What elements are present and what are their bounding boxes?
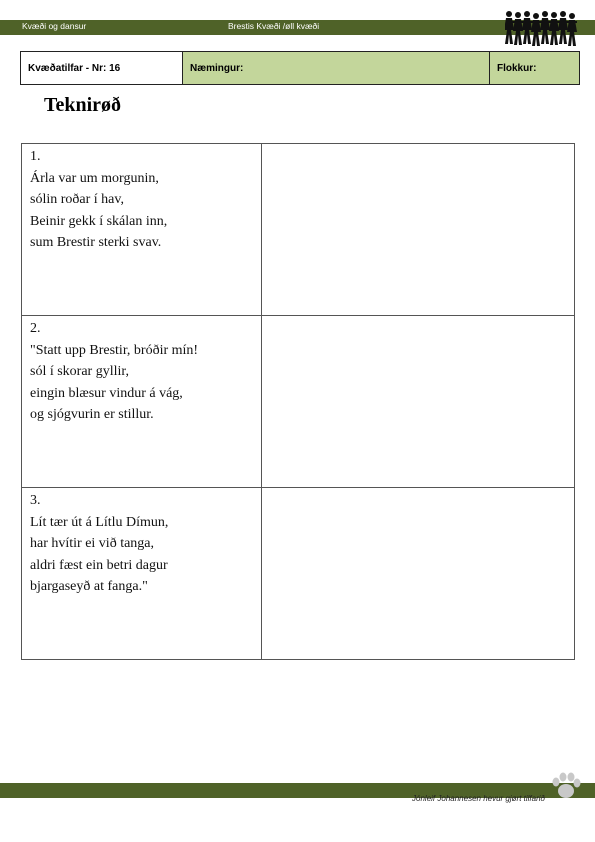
verse-number: 1.: [30, 149, 41, 164]
header-left-text: Kvæði og dansur: [22, 21, 87, 31]
verse-text-cell: [22, 316, 262, 488]
exercise-number-label: Kvæðatilfar - Nr: 16: [21, 52, 183, 84]
verse-line: Árla var um morgunin,: [30, 170, 159, 186]
footer-credit: Jónleif Johannesen hevur gjørt tilfarið: [412, 794, 545, 803]
verse-line: og sjógvurin er stillur.: [30, 407, 154, 422]
page-title: Teknirøð: [44, 94, 122, 116]
verse-line: sum Brestir sterki svav.: [30, 235, 162, 250]
student-name-field[interactable]: Næmingur:: [183, 52, 490, 84]
verse-text-cell: [22, 144, 262, 316]
verse-table: [21, 143, 575, 660]
dancers-silhouette-icon: [505, 10, 581, 48]
verse-number: 2.: [30, 321, 41, 336]
verse-row: [22, 316, 575, 488]
drawing-area[interactable]: [262, 144, 575, 316]
verse-line: "Statt upp Brestir, bróðir mín!: [30, 342, 199, 358]
drawing-area[interactable]: [262, 316, 575, 488]
header-center-text: Brestis Kvæði /øll kvæði: [228, 21, 320, 31]
verse-line: eingin blæsur vindur á vág,: [30, 385, 183, 401]
verse-line: bjargaseyð at fanga.": [30, 579, 148, 594]
verse-row: [22, 488, 575, 660]
info-bar: [20, 51, 580, 85]
verse-number: 3.: [30, 493, 41, 508]
verse-text-cell: [22, 488, 262, 660]
paw-print-icon: [549, 771, 583, 801]
verse-line: Beinir gekk í skálan inn,: [30, 213, 168, 229]
verse-line: har hvítir ei við tanga,: [30, 536, 155, 551]
verse-line: aldri fæst ein betri dagur: [30, 557, 168, 573]
drawing-area[interactable]: [262, 488, 575, 660]
class-field[interactable]: Flokkur:: [490, 52, 579, 84]
verse-line: Lít tær út á Lítlu Dímun,: [30, 514, 169, 530]
verse-line: sólin roðar í hav,: [30, 192, 124, 207]
verse-line: sól í skorar gyllir,: [30, 364, 129, 379]
verse-row: [22, 144, 575, 316]
